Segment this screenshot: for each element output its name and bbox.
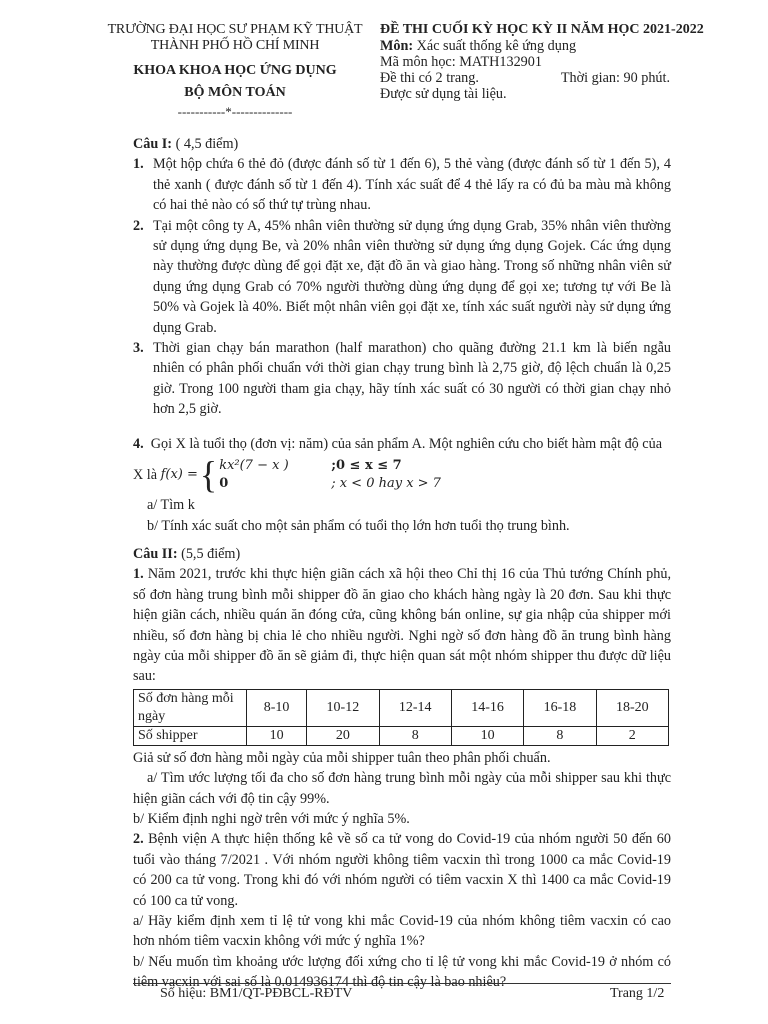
- case1-condition: ;0 ≤ x ≤ 7: [331, 458, 402, 474]
- materials-note: Được sử dụng tài liệu.: [380, 86, 507, 102]
- table-cell: 16-18: [524, 689, 596, 726]
- table-cell: 10: [451, 726, 523, 745]
- question1-item-2: [133, 216, 671, 338]
- question1-heading: [133, 134, 671, 154]
- course-code: Mã môn học: MATH132901: [380, 54, 542, 70]
- question2-label: Câu II:: [133, 545, 178, 562]
- pdf-cases: [219, 457, 441, 493]
- question1-label: Câu I:: [133, 136, 173, 152]
- pages-duration-line: [380, 70, 670, 86]
- footer-divider: [133, 983, 671, 984]
- exam-duration: Thời gian: 90 phút.: [560, 70, 670, 86]
- table-cell: 12-14: [379, 689, 451, 726]
- item-number: 2.: [133, 217, 144, 234]
- exam-info-header: [380, 22, 740, 102]
- table-cell: 20: [307, 726, 379, 745]
- university-name-line1: TRƯỜNG ĐẠI HỌC SƯ PHẠM KỸ THUẬT: [107, 22, 363, 37]
- question2-2-part-b: b/ Nếu muốn tìm khoảng ước lượng đối xứng cho tỉ lệ tử vong khi mắc Covid-19 ở nhóm có tiêm vacxin với sai số là 0.014936174 thì độ tin cậy là bao nhiêu?: [133, 953, 671, 991]
- exam-title: ĐỀ THI CUỐI KỲ HỌC KỲ II NĂM HỌC 2021-2022: [380, 22, 704, 37]
- subject-line: [380, 38, 740, 54]
- question2-item-1: [133, 564, 671, 686]
- page-number: Trang 1/2: [610, 986, 665, 1001]
- document-code: Số hiệu: BM1/QT-PĐBCL-RĐTV: [160, 986, 353, 1001]
- pdf-case-2: [219, 475, 441, 493]
- faculty-name: KHOA KHOA HỌC ỨNG DỤNG: [133, 63, 337, 78]
- item-number: 1.: [133, 156, 144, 173]
- table-cell: 14-16: [451, 689, 523, 726]
- table-row: [134, 726, 669, 745]
- exam-content: [133, 134, 671, 993]
- item-text: Bệnh viện A thực hiện thống kê về số ca tử vong do Covid-19 của nhóm người 50 đến 60 tuổi vào tháng 7/2021 . Với nhóm người không tiêm vacxin thì trong 1000 ca mắc Covid-19 có 200 ca tử vong. Trong khi đó với nhóm người có tiêm vacxin X thì 1400 ca mắc Covid-19 có 100 ca tử vong.: [133, 831, 671, 909]
- shipper-data-table: [133, 689, 669, 746]
- question2-1-part-a: a/ Tìm ước lượng tối đa cho số đơn hàng trung bình mỗi ngày của mỗi shipper sau khi thực hiện giãn cách với độ tin cậy 99%.: [133, 770, 671, 807]
- table-row: [134, 689, 669, 726]
- item-text: Thời gian chạy bán marathon (half marathon) cho quãng đường 21.1 km là biến ngẫu nhiên có phân phối chuẩn với thời gian chạy trung bình là 2,75 giờ, độ lệch chuẩn là 0,25 giờ. Trong 100 người tham gia chạy, hãy tính xác suất có 30 người có thời gian chạy nhỏ hơn 2,5 giờ.: [153, 340, 671, 418]
- question1-item-1: [133, 154, 671, 215]
- department-name: BỘ MÔN TOÁN: [184, 84, 286, 100]
- density-function: [133, 454, 671, 497]
- subject-label: Môn:: [380, 38, 414, 54]
- page-count: Đề thi có 2 trang.: [380, 70, 479, 86]
- question1-part-a: a/ Tìm k: [147, 497, 195, 514]
- pdf-case-1: [219, 457, 441, 475]
- table-cell: 10-12: [307, 689, 379, 726]
- question2-2-part-a: a/ Hãy kiểm định xem tỉ lệ tử vong khi mắc Covid-19 của nhóm không tiêm vacxin có cao hơn nhóm tiêm vacxin không với mức ý nghĩa 1%?: [133, 913, 671, 950]
- item-text: Một hộp chứa 6 thẻ đỏ (được đánh số từ 1 đến 6), 5 thẻ vàng (được đánh số từ 1 đến 5), 4 thẻ xanh ( được đánh số từ 1 đến 4). Tính xác suất để 4 thẻ lấy ra có đủ ba màu mà không có hai thẻ nào có số thứ tự trùng nhau.: [153, 156, 671, 214]
- case1-expression: kx²(7 − x ): [219, 458, 289, 474]
- cases-brace: {: [199, 454, 218, 497]
- pdf-prefix: X là: [133, 466, 158, 483]
- question2-heading: [133, 544, 671, 564]
- question1-part-b: b/ Tính xác suất cho một sản phẩm có tuổi thọ lớn hơn tuổi thọ trung bình.: [147, 517, 570, 534]
- pdf-fx: f(x) =: [160, 466, 198, 482]
- question2-points: (5,5 điểm): [181, 545, 241, 562]
- table-cell: 8: [379, 726, 451, 745]
- item-number: 3.: [133, 340, 144, 357]
- question1-item-4: [133, 434, 671, 454]
- table-cell: 10: [247, 726, 307, 745]
- item-number: 4.: [133, 435, 144, 452]
- table-cell: 8-10: [247, 689, 307, 726]
- normal-assumption: Giả sử số đơn hàng mỗi ngày của mỗi shipper tuân theo phân phối chuẩn.: [133, 749, 551, 766]
- item-number: 1.: [133, 566, 144, 583]
- header-separator: -----------*--------------: [177, 104, 293, 119]
- table-row-label: Số shipper: [134, 726, 247, 745]
- subject-value: Xác suất thống kê ứng dụng: [416, 38, 577, 54]
- school-header: [95, 22, 375, 120]
- question1-item-3: [133, 338, 671, 420]
- table-cell: 8: [524, 726, 596, 745]
- university-name-line2: THÀNH PHỐ HỒ CHÍ MINH: [150, 37, 320, 53]
- question2-item-2: [133, 829, 671, 911]
- item-number: 2.: [133, 831, 144, 848]
- table-cell: 2: [596, 726, 668, 745]
- item-text: Năm 2021, trước khi thực hiện giãn cách xã hội theo Chỉ thị 16 của Thủ tướng Chính phủ, số đơn hàng trung bình mỗi shipper đồ ăn giao cho khách hàng ngày là 20 đơn. Sau khi thực hiện giãn cách, nhiều quán ăn đóng cửa, cũng không bán online, sự gia nhập của shipper mới nhiều, số đơn hàng bị chia lẻ cho nhiều người. Nghi ngờ số đơn hàng đồ ăn trung bình hàng ngày của mỗi shipper đồ ăn sẽ giảm đi, thực hiện quan sát một nhóm shipper thu được dữ liệu sau:: [133, 566, 672, 685]
- question1-points: ( 4,5 điểm): [175, 136, 239, 152]
- question2-1-part-b: b/ Kiểm định nghi ngờ trên với mức ý nghĩa 5%.: [133, 810, 410, 827]
- table-cell: 18-20: [596, 689, 668, 726]
- item-text: Gọi X là tuổi thọ (đơn vị: năm) của sản phẩm A. Một nghiên cứu cho biết hàm mật độ của: [150, 435, 662, 452]
- table-row-label: Số đơn hàng mỗi ngày: [134, 689, 247, 726]
- item-text: Tại một công ty A, 45% nhân viên thường sử dụng ứng dụng Grab, 35% nhân viên thường sử dụng ứng dụng Be, và 20% nhân viên thường sử dụng ứng dụng Gojek. Các ứng dụng này thường được dùng để gọi đặt xe, đặt đồ ăn và giao hàng. Trong số những nhân viên sử dụng ứng dụng Grab có 70% người thường dùng ứng dụng để gọi xe; tương tự với Be là 50% và Gojek là 40%. Biết một nhân viên gọi đặt xe, tính xác suất người này sử dụng ứng dụng Grab.: [153, 217, 671, 336]
- case2-condition: ; x < 0 hay x > 7: [331, 476, 441, 492]
- case2-expression: 0: [219, 476, 229, 492]
